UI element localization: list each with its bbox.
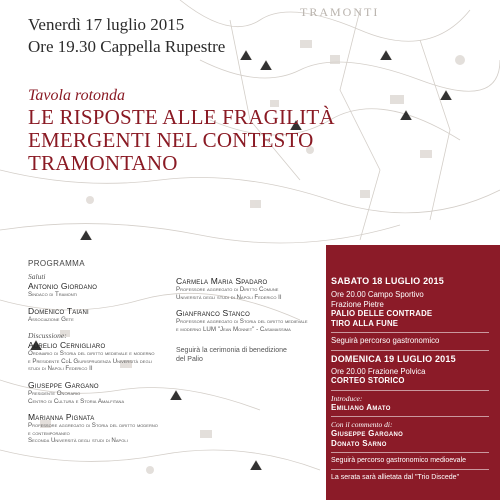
speaker-desc: Professore aggregato di Storia del diritto medievale (176, 318, 308, 326)
divider (331, 452, 489, 453)
programma-middle-column (176, 276, 326, 364)
day1-time: Ore 20.00 Campo Sportivo (331, 290, 424, 299)
day1-heading: SABATO 18 LUGLIO 2015 (331, 276, 444, 286)
speaker (28, 340, 173, 373)
map-label: TRAMONTI (300, 5, 380, 19)
title-line: LE RISPOSTE ALLE FRAGILITÀ (28, 105, 335, 129)
speaker-desc: e moderno LUM "Jean Monnet" - Casamassima (176, 325, 291, 333)
divider (331, 350, 489, 351)
speaker-name: Aurelio Cernigliaro (28, 340, 106, 351)
title-line: EMERGENTI NEL CONTESTO (28, 128, 314, 152)
speaker-desc: Seconda Università degli studi di Napoli (28, 437, 128, 445)
event-subtitle: Tavola rotonda (28, 87, 126, 104)
divider (331, 390, 489, 391)
role-label: Discussione: (28, 331, 67, 341)
comment-name: Giuseppe Gargano (331, 429, 404, 438)
speaker-desc: Professore aggregato di Diritto Comune (176, 286, 279, 293)
speaker-desc: e contemporaneo (28, 429, 70, 437)
divider (331, 469, 489, 470)
day1-event: PALIO DELLE CONTRADE (331, 309, 433, 318)
day2-note: Seguirà percorso gastronomico medioevale (331, 457, 467, 464)
speaker (28, 281, 173, 299)
speaker-name: Domenico Taiani (28, 305, 89, 316)
speaker-name: Giuseppe Gargano (28, 379, 99, 390)
speaker-desc: Presidente Onorario (28, 389, 81, 397)
event-header (28, 14, 225, 58)
speaker (176, 276, 326, 301)
speaker-desc: Università degli studi di Napoli Federico II (176, 293, 282, 301)
day2-heading: DOMENICA 19 LUGLIO 2015 (331, 353, 456, 364)
speaker-desc: Ordinario di Storia del diritto medievale e moderno (28, 350, 155, 358)
speaker-desc: Professore aggregato di Storia del diritto moderno (28, 422, 158, 430)
day1-note: Seguirà percorso gastronomico (331, 336, 440, 345)
divider (331, 416, 489, 417)
event-title (28, 106, 335, 175)
events-panel (331, 276, 496, 482)
day2-event: CORTEO STORICO (331, 376, 405, 385)
day1-place: Frazione Pietre (331, 299, 384, 309)
discussione-group (28, 331, 173, 445)
speaker-name: Antonio Giordano (28, 281, 98, 291)
speaker (176, 308, 326, 333)
intro-role: Introduce: (331, 393, 363, 403)
speaker (28, 380, 173, 405)
comment-role: Con il commento di: (331, 420, 393, 429)
speaker-name: Gianfranco Stanco (176, 308, 250, 319)
benediction-note: del Palio (176, 356, 203, 364)
intro-name: Emiliano Amato (331, 402, 391, 412)
speaker-desc: studi di Napoli Federico II (28, 365, 93, 373)
programma-label: PROGRAMMA (28, 259, 85, 268)
speaker-name: Marianna Pignata (28, 412, 95, 423)
day2-time: Ore 20.00 Frazione Polvica (331, 366, 426, 376)
title-line: TRAMONTANO (28, 151, 178, 175)
speaker (28, 412, 173, 445)
speaker-desc: Sindaco di Tramonti (28, 291, 78, 298)
benediction-note: Seguirà la cerimonia di benedizione (176, 347, 287, 355)
divider (331, 332, 489, 333)
speaker-desc: Centro di Cultura e Storia Amalfitana (28, 397, 125, 405)
speaker-desc: Associazione Gete (28, 315, 74, 323)
event-time-place: Ore 19.30 Cappella Rupestre (28, 37, 226, 56)
speaker-name: Carmela Maria Spadaro (176, 276, 268, 286)
day2-entertainment-note: La serata sarà allietata dal "Trio Discede" (331, 474, 460, 481)
day1-event: TIRO ALLA FUNE (331, 318, 399, 328)
event-date: Venerdì 17 luglio 2015 (28, 15, 185, 34)
comment-name: Donato Sarno (331, 438, 387, 448)
speaker-desc: e Presidente CdL Giurisprudenza Università degli (28, 357, 152, 365)
speaker (28, 306, 173, 324)
programma-left-column (28, 272, 173, 453)
role-label: Saluti (28, 272, 46, 281)
saluti-group (28, 272, 173, 323)
